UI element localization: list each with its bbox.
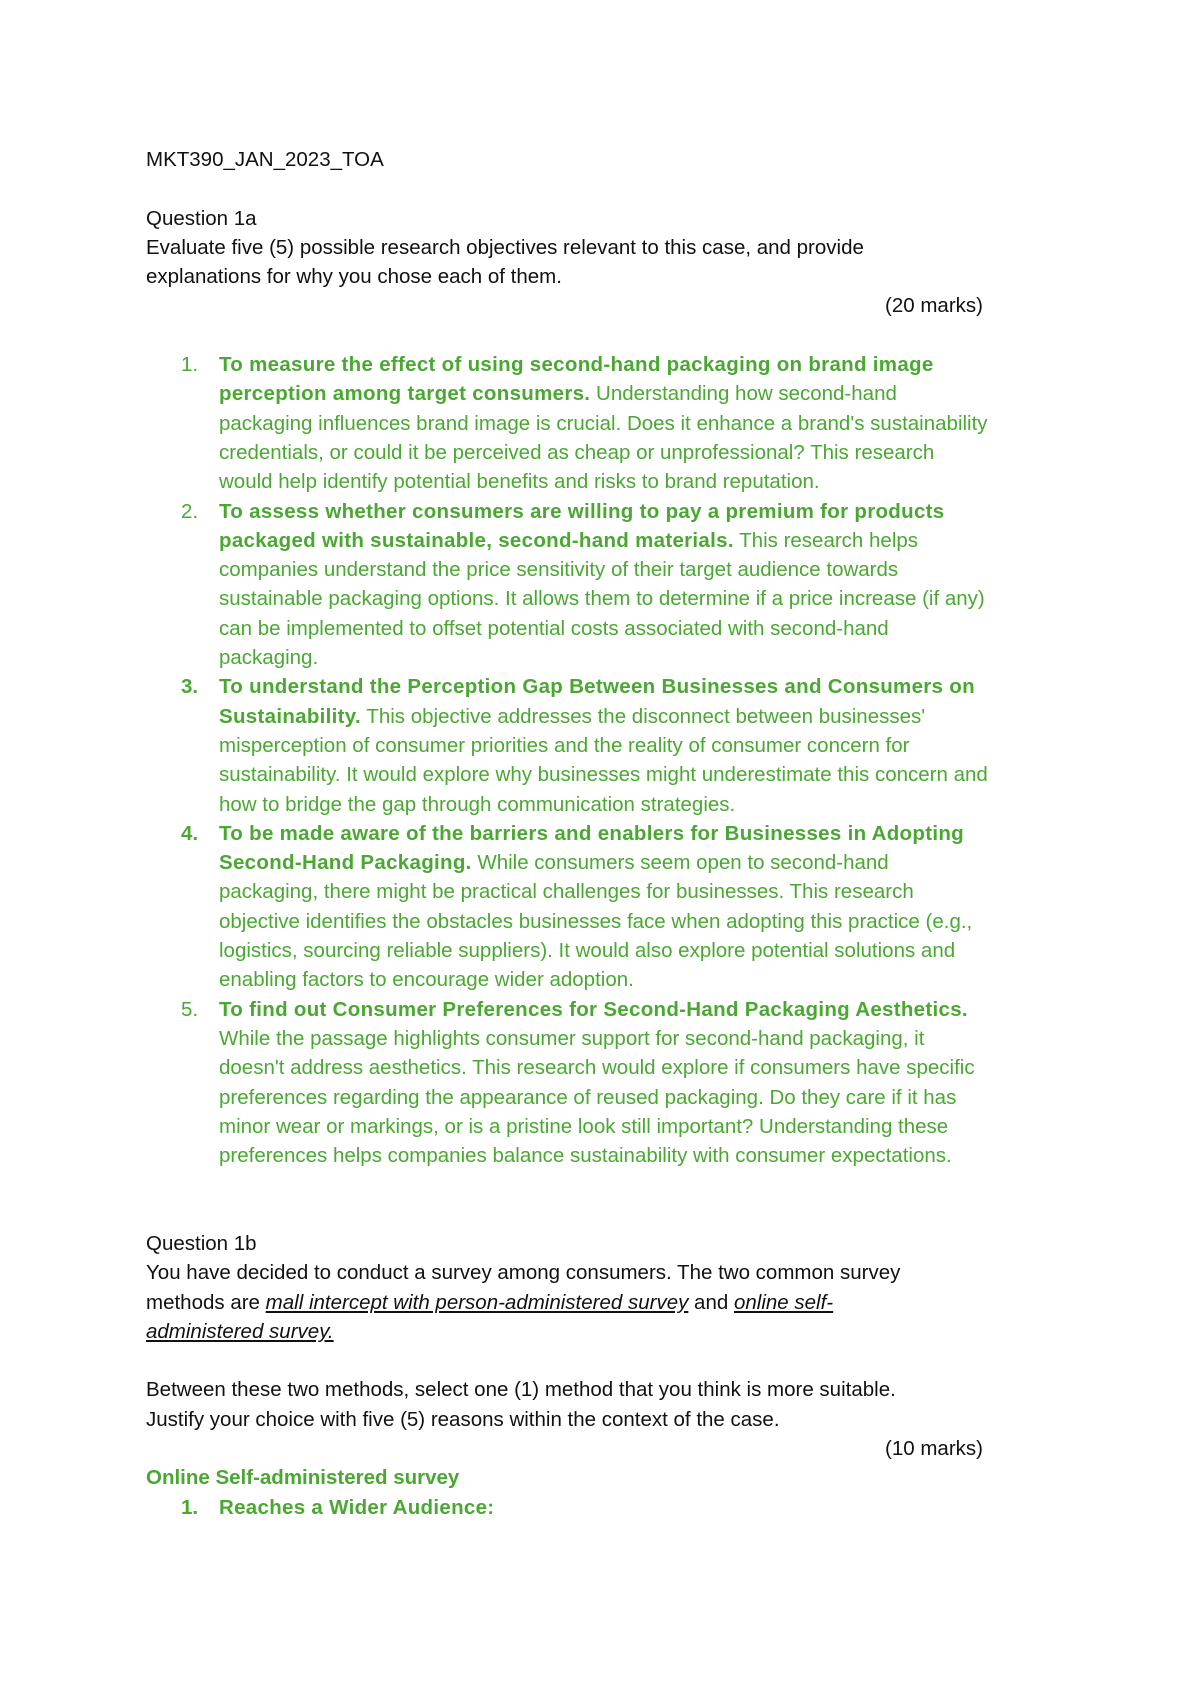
question-1b-marks: (10 marks): [885, 1437, 983, 1461]
list-item: [146, 819, 989, 995]
question-1b-intro: [146, 1258, 916, 1346]
item-number: 5.: [181, 997, 199, 1021]
spacer: [146, 1170, 1066, 1229]
spacer: [146, 1346, 1066, 1375]
objective-explanation: While the passage highlights consumer support for second-hand packaging, it doesn't address aesthetics. This research would explore if consumers have specific preferences regarding the appearance of reused packaging. Do they care if it has minor wear or markings, or is a pristine look still important? Understanding these preferences helps companies balance sustainability with consumer expectations.: [219, 1026, 975, 1168]
list-item: [146, 672, 989, 818]
item-number: 3.: [181, 675, 199, 699]
objective-explanation: Understanding how second-hand packaging influences brand image is crucial. Does it enhance a brand's sustainability credentials, or could it be perceived as cheap or unprofessional? This research would help identify potential benefits and risks to brand reputation.: [219, 382, 988, 494]
item-number: 2.: [181, 499, 199, 523]
item-number: 4.: [181, 821, 199, 845]
question-1b-reason-list: [146, 1493, 1066, 1522]
document-body: [146, 145, 1066, 1522]
objective-explanation: While consumers seem open to second-hand packaging, there might be practical challenges for businesses. This research objective identifies the obstacles businesses face when adopting this practice (e.g., logistics, sourcing reliable suppliers). It would also explore potential solutions and enabling factors to encourage wider adoption.: [219, 851, 973, 992]
intro-and: and: [688, 1290, 734, 1314]
question-1b-label: Question 1b: [146, 1231, 257, 1255]
intro-text: You have decided to conduct a survey among consumers. The two common survey methods are: [146, 1261, 901, 1314]
reason-title: Reaches a Wider Audience:: [219, 1495, 495, 1519]
question-1a-answer-list: [146, 350, 1066, 1170]
objective-title: To assess whether consumers are willing to pay a premium for products packaged with sustainable, second-hand materials.: [219, 499, 945, 552]
objective-explanation: This research helps companies understand the price sensitivity of their target audience towards sustainable packaging options. It allows them to determine if a price increase (if any) can be implemented to offset potential costs associated with second-hand packaging.: [219, 528, 985, 670]
list-item: [146, 497, 989, 673]
objective-title: To understand the Perception Gap Between Businesses and Consumers on Sustainability.: [219, 675, 975, 728]
list-item: [146, 1493, 1066, 1522]
question-1b-instruction: Between these two methods, select one (1) method that you think is more suitable. Justify your choice with five (5) reasons within the context of the case.: [146, 1378, 896, 1431]
list-item: [146, 995, 989, 1171]
document-title: MKT390_JAN_2023_TOA: [146, 148, 384, 171]
objective-title: To measure the effect of using second-hand packaging on brand image perception among target consumers.: [219, 353, 934, 406]
method-mall-intercept: mall intercept with person-administered survey: [265, 1290, 689, 1314]
question-1a-text: Evaluate five (5) possible research objectives relevant to this case, and provide explanations for why you chose each of them.: [146, 235, 864, 289]
item-number: 1.: [181, 1495, 199, 1519]
question-1a-label: Question 1a: [146, 206, 257, 230]
objective-title: To be made aware of the barriers and enablers for Businesses in Adopting Second-Hand Packaging.: [219, 821, 964, 875]
question-1a-marks: (20 marks): [885, 294, 983, 318]
objective-title: To find out Consumer Preferences for Second-Hand Packaging Aesthetics.: [219, 997, 968, 1021]
objective-explanation: This objective addresses the disconnect between businesses' misperception of consumer priorities and the reality of consumer concern for sustainability. It would explore why businesses might underestimate this concern and how to bridge the gap through communication strategies.: [219, 704, 988, 816]
answer-heading: Online Self-administered survey: [146, 1466, 460, 1490]
list-item: [146, 350, 989, 496]
item-number: 1.: [181, 353, 199, 377]
method-online-survey: online self-administered survey.: [146, 1290, 834, 1343]
